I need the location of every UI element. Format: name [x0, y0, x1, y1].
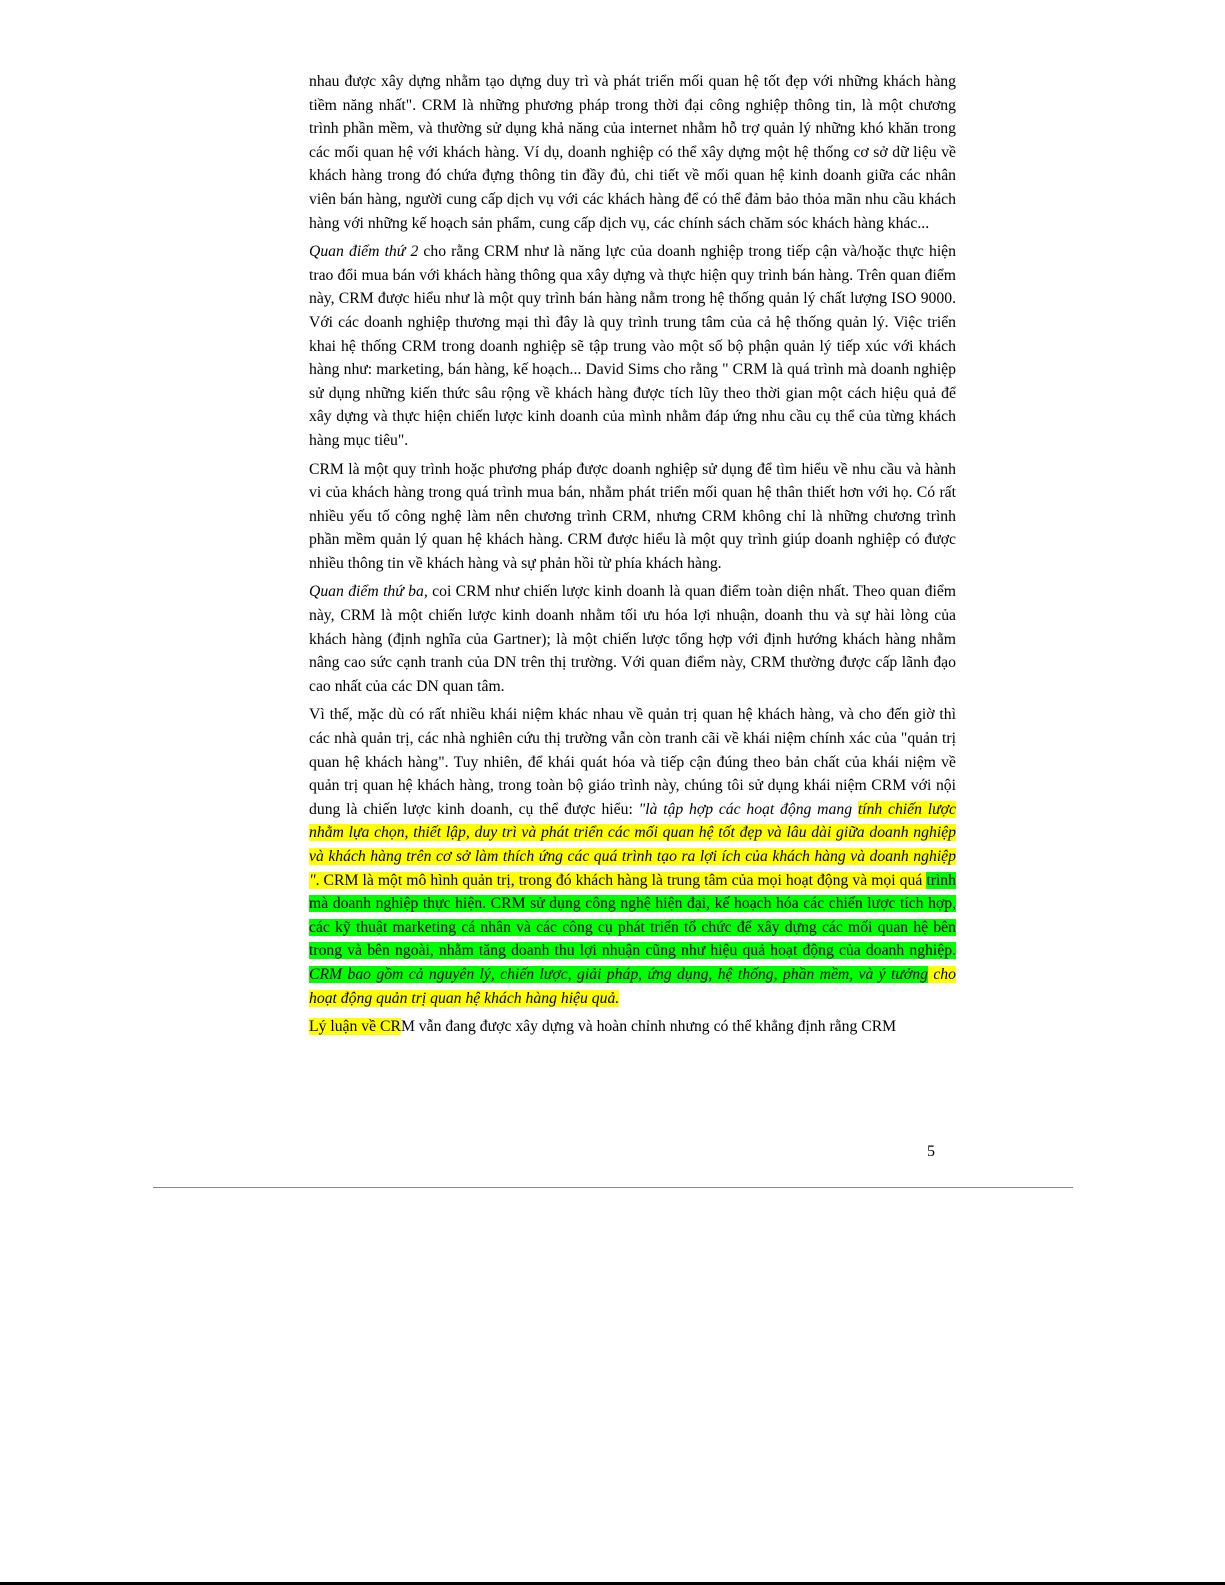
paragraph-5: [309, 703, 956, 1010]
paragraph-5-intro: Vì thế, mặc dù có rất nhiều khái niệm khác nhau về quản trị quan hệ khách hàng, và cho đến giờ thì các nhà quản trị, các nhà nghiên cứu thị trường vẫn còn tranh cãi về khái niệm chính xác của "quản trị quan hệ khách hàng". Tuy nhiên, để khái quát hóa và tiếp cận đúng theo bản chất của khái niệm về quản trị quan hệ khách hàng, trong toàn bộ giáo trình này, chúng tôi sử dụng khái niệm CRM với nội dung là chiến lược kinh doanh, cụ thể được hiểu:: [309, 706, 956, 818]
document-body: [309, 70, 956, 1044]
paragraph-1: [309, 70, 956, 235]
paragraph-2-text: cho rằng CRM như là năng lực của doanh nghiệp trong tiếp cận và/hoặc thực hiện trao đổi mua bán với khách hàng thông qua xây dựng và thực hiện quy trình bán hàng. Trên quan điểm này, CRM được hiểu như là một quy trình bán hàng nằm trong hệ thống quản lý chất lượng ISO 9000. Với các doanh nghiệp thương mại thì đây là quy trình trung tâm của cả hệ thống quản lý. Việc triển khai hệ thống CRM trong doanh nghiệp sẽ tập trung vào một số bộ phận quản lý tiếp xúc với khách hàng như: marketing, bán hàng, kế hoạch... David Sims cho rằng " CRM là quá trình mà doanh nghiệp sử dụng những kiến thức sâu rộng về khách hàng được tích lũy theo thời gian một cách hiệu quả để xây dựng và thực hiện chiến lược kinh doanh của mình nhằm đáp ứng nhu cầu cụ thể của từng khách hàng mục tiêu".: [309, 243, 956, 449]
paragraph-6: [309, 1015, 956, 1039]
paragraph-2-lead: Quan điểm thứ 2: [309, 243, 419, 261]
crm-purpose-highlight: cho hoạt động quản trị quan hệ khách hàng hiệu quả.: [309, 965, 956, 1007]
crm-components-highlight: CRM bao gồm cả nguyên lý, chiến lược, giải pháp, ứng dụng, hệ thống, phần mềm, và ý tưởng: [309, 965, 928, 983]
paragraph-2: [309, 240, 956, 452]
paragraph-4: [309, 580, 956, 698]
definition-quote-highlight: tính chiến lược nhằm lựa chọn, thiết lập, duy trì và phát triển các mối quan hệ tốt đẹp và lâu dài giữa doanh nghiệp và khách hàng trên cơ sở làm thích ứng các quá trình tạo ra lợi ích của khách hàng và doanh nghiệp ": [309, 800, 956, 889]
crm-model-highlight: . CRM là một mô hình quản trị, trong đó khách hàng là trung tâm của mọi hoạt động và mọi quá: [315, 871, 927, 889]
page-number: 5: [927, 1143, 935, 1160]
paragraph-4-text: coi CRM như chiến lược kinh doanh là quan điểm toàn diện nhất. Theo quan điểm này, CRM là một chiến lược kinh doanh nhằm tối ưu hóa lợi nhuận, doanh thu và sự hài lòng của khách hàng (định nghĩa của Gartner); là một chiến lược tổng hợp với định hướng khách hàng nhằm nâng cao sức cạnh tranh của DN trên thị trường. Với quan điểm này, CRM thường được cấp lãnh đạo cao nhất của các DN quan tâm.: [309, 583, 956, 695]
paragraph-4-lead: Quan điểm thứ ba,: [309, 583, 428, 601]
paragraph-6-highlight: Lý luận về CR: [309, 1018, 401, 1036]
paragraph-3-text: CRM là một quy trình hoặc phương pháp được doanh nghiệp sử dụng để tìm hiểu về nhu cầu và hành vi của khách hàng trong quá trình mua bán, nhằm phát triển mối quan hệ thân thiết hơn với họ. Có rất nhiều yếu tố công nghệ làm nên chương trình CRM, nhưng CRM không chỉ là những chương trình phần mềm quản lý quan hệ khách hàng. CRM được hiểu là một quy trình giúp doanh nghiệp có được nhiều thông tin về khách hàng và sự phản hồi từ phía khách hàng.: [309, 460, 956, 572]
paragraph-1-text: nhau được xây dựng nhằm tạo dựng duy trì và phát triển mối quan hệ tốt đẹp với những khách hàng tiềm năng nhất". CRM là những phương pháp trong thời đại công nghiệp thông tin, là một chương trình phần mềm, và thường sử dụng khả năng của internet nhằm hỗ trợ quản lý những khó khăn trong các mối quan hệ với khách hàng. Ví dụ, doanh nghiệp có thể xây dựng một hệ thống cơ sở dữ liệu về khách hàng trong đó chứa đựng thông tin đầy đủ, chi tiết về mối quan hệ kinh doanh giữa các nhân viên bán hàng, người cung cấp dịch vụ với các khách hàng để có thể đảm bảo thỏa mãn nhu cầu khách hàng với những kế hoạch sản phẩm, cung cấp dịch vụ, các chính sách chăm sóc khách hàng khác...: [309, 73, 956, 232]
page-divider: [153, 1187, 1073, 1188]
paragraph-3: [309, 458, 956, 576]
crm-technology-highlight: trình mà doanh nghiệp thực hiện. CRM sử dụng công nghệ hiện đại, kế hoạch hóa các chiến lược tích hợp, các kỹ thuật marketing cá nhân và các công cụ phát triển tổ chức để xây dựng các mối quan hệ bên trong và bên ngoài, nhằm tăng doanh thu lợi nhuận cũng như hiệu quả hoạt động của doanh nghiệp.: [309, 871, 956, 960]
definition-quote-start: "là tập hợp các hoạt động mang: [638, 800, 858, 818]
paragraph-6-text: M vẫn đang được xây dựng và hoàn chỉnh nhưng có thể khẳng định rằng CRM: [400, 1018, 897, 1036]
